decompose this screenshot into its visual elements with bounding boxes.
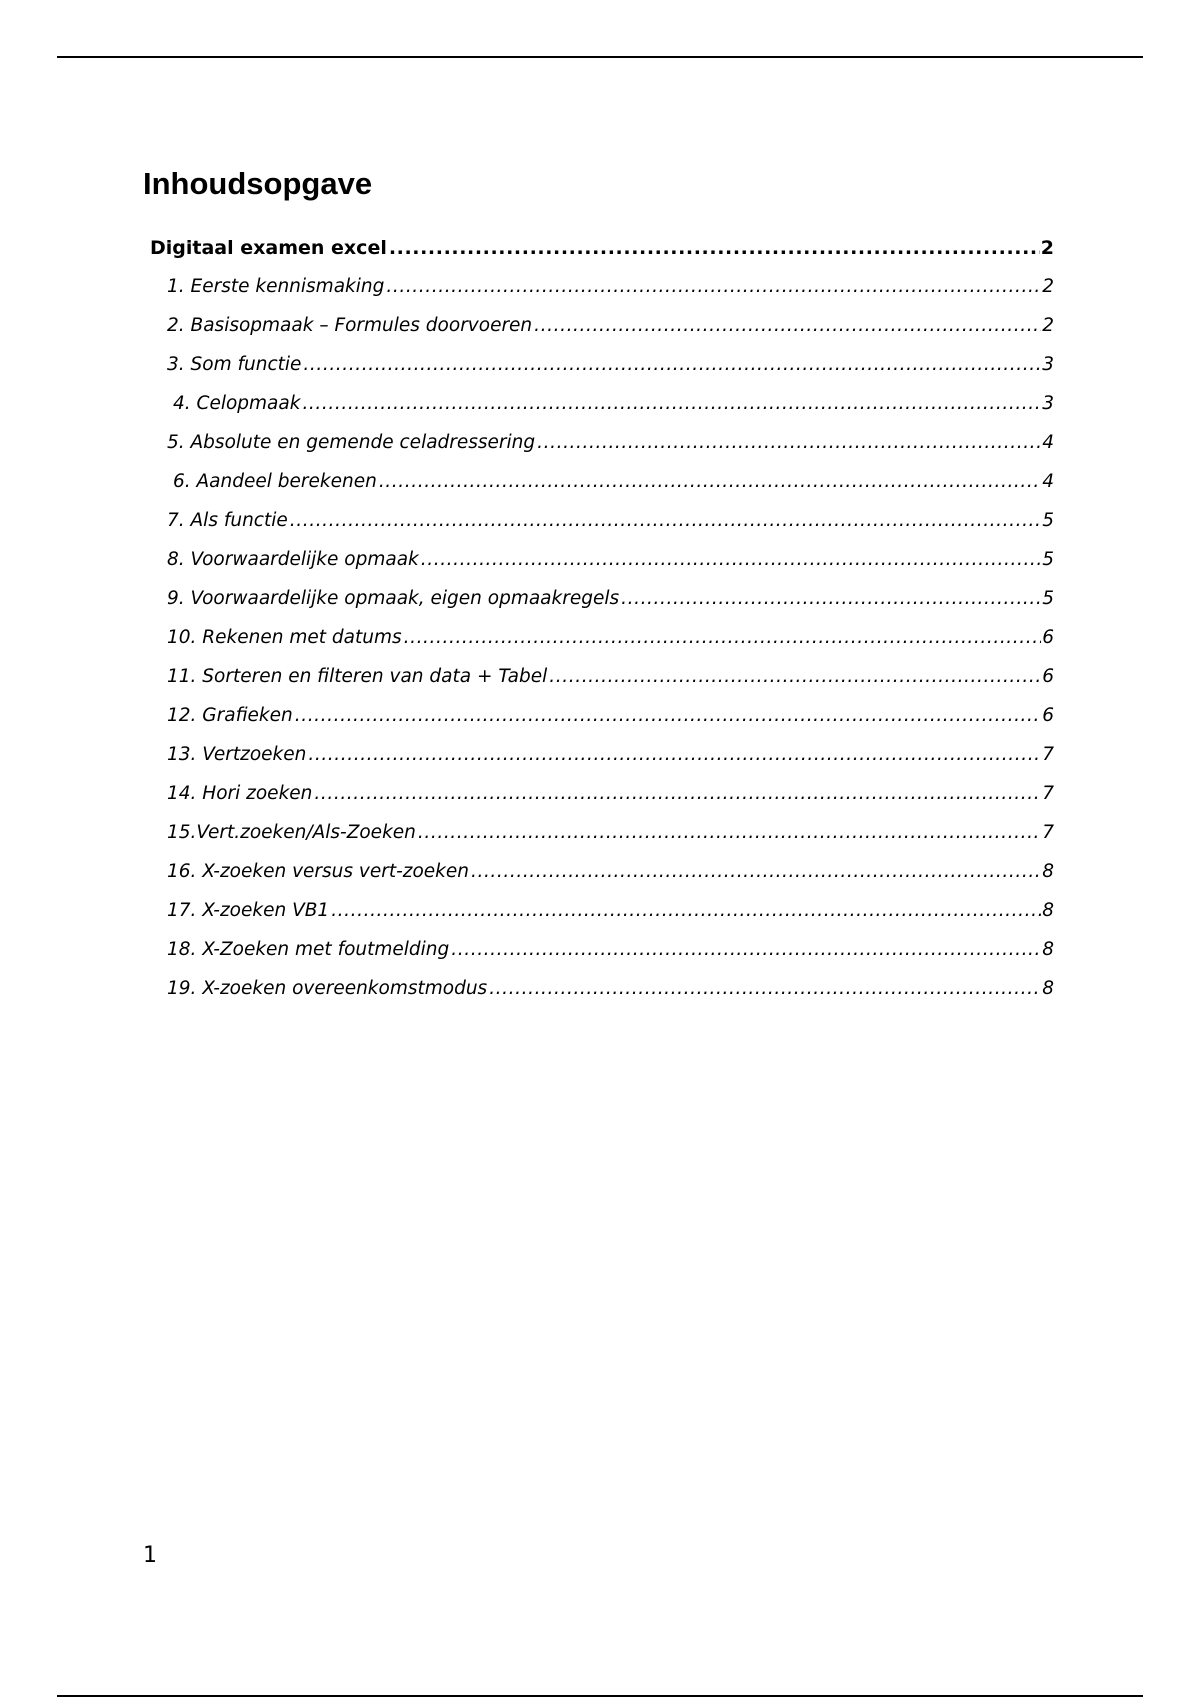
toc-entry[interactable] xyxy=(167,310,1054,338)
toc-entry[interactable] xyxy=(167,778,1054,806)
toc-entry-label: 2. Basisopmaak – Formules doorvoeren xyxy=(167,315,533,336)
toc-entry-label: 4. Celopmaak xyxy=(173,393,301,414)
toc-dot-leader xyxy=(302,392,1041,416)
toc-entry[interactable] xyxy=(167,271,1054,299)
toc-entry-label: 18. X-Zoeken met foutmelding xyxy=(167,939,450,960)
toc-entry-label: 19. X-zoeken overeenkomstmodus xyxy=(167,978,488,999)
toc-entry-label: 6. Aandeel berekenen xyxy=(173,471,377,492)
toc-entry-page: 5 xyxy=(1042,549,1054,570)
footer-rule xyxy=(57,1695,1143,1697)
toc-entry[interactable] xyxy=(173,466,1054,494)
toc-entry[interactable] xyxy=(167,856,1054,884)
toc-entry[interactable] xyxy=(167,700,1054,728)
toc-entry-page: 8 xyxy=(1042,939,1054,960)
toc-dot-leader xyxy=(421,548,1041,572)
toc-entry[interactable] xyxy=(150,232,1054,260)
toc-entry-page: 3 xyxy=(1042,393,1054,414)
toc-dot-leader xyxy=(389,236,1040,260)
toc-entry[interactable] xyxy=(167,817,1054,845)
page-title: Inhoudsopgave xyxy=(143,166,373,201)
toc-entry-page: 8 xyxy=(1042,900,1054,921)
toc-entry-page: 8 xyxy=(1042,978,1054,999)
toc-entry[interactable] xyxy=(167,505,1054,533)
toc-entry[interactable] xyxy=(167,583,1054,611)
toc-dot-leader xyxy=(534,314,1041,338)
toc-entry[interactable] xyxy=(167,739,1054,767)
toc-dot-leader xyxy=(489,977,1041,1001)
toc-entry-label: 11. Sorteren en filteren van data + Tabel xyxy=(167,666,548,687)
toc-entry-label: Digitaal examen excel xyxy=(150,237,387,259)
page-number: 1 xyxy=(143,1543,157,1568)
toc-entry-page: 4 xyxy=(1042,432,1054,453)
toc-entry-label: 17. X-zoeken VB1 xyxy=(167,900,330,921)
header-rule xyxy=(57,56,1143,58)
toc-entry-label: 1. Eerste kennismaking xyxy=(167,276,385,297)
toc-entry-label: 5. Absolute en gemende celadressering xyxy=(167,432,536,453)
toc-entry-page: 3 xyxy=(1042,354,1054,375)
toc-entry-page: 4 xyxy=(1042,471,1054,492)
toc-dot-leader xyxy=(290,509,1041,533)
toc-entry-label: 10. Rekenen met datums xyxy=(167,627,402,648)
toc-dot-leader xyxy=(331,899,1041,923)
toc-entry-page: 6 xyxy=(1042,666,1054,687)
toc-entry[interactable] xyxy=(167,349,1054,377)
toc-dot-leader xyxy=(303,353,1041,377)
toc-entry-label: 3. Som functie xyxy=(167,354,302,375)
toc-entry-page: 5 xyxy=(1042,510,1054,531)
toc-entry-label: 8. Voorwaardelijke opmaak xyxy=(167,549,419,570)
toc-entry[interactable] xyxy=(167,661,1054,689)
toc-dot-leader xyxy=(549,665,1041,689)
toc-entry-page: 2 xyxy=(1042,276,1054,297)
toc-dot-leader xyxy=(418,821,1041,845)
toc-dot-leader xyxy=(537,431,1041,455)
toc-entry-label: 12. Grafieken xyxy=(167,705,293,726)
toc-entry-label: 16. X-zoeken versus vert-zoeken xyxy=(167,861,469,882)
toc-entry-label: 14. Hori zoeken xyxy=(167,783,313,804)
toc-entry-page: 7 xyxy=(1042,744,1054,765)
toc-entry-page: 7 xyxy=(1042,822,1054,843)
toc-entry-label: 13. Vertzoeken xyxy=(167,744,307,765)
toc-entry[interactable] xyxy=(167,622,1054,650)
toc-entry-page: 5 xyxy=(1042,588,1054,609)
toc-dot-leader xyxy=(386,275,1041,299)
toc-entry-page: 6 xyxy=(1042,627,1054,648)
toc-entry[interactable] xyxy=(167,895,1054,923)
toc-dot-leader xyxy=(621,587,1041,611)
toc-entry-label: 7. Als functie xyxy=(167,510,288,531)
toc-dot-leader xyxy=(295,704,1041,728)
toc-dot-leader xyxy=(308,743,1041,767)
toc-dot-leader xyxy=(404,626,1042,650)
toc-dot-leader xyxy=(314,782,1041,806)
toc-dot-leader xyxy=(471,860,1041,884)
toc-entry-label: 15.Vert.zoeken/Als-Zoeken xyxy=(167,822,416,843)
toc-entry-page: 8 xyxy=(1042,861,1054,882)
toc-dot-leader xyxy=(379,470,1041,494)
toc-entry-label: 9. Voorwaardelijke opmaak, eigen opmaakregels xyxy=(167,588,620,609)
toc-entry-page: 2 xyxy=(1040,237,1054,259)
toc-entry-page: 2 xyxy=(1042,315,1054,336)
toc-entry-page: 7 xyxy=(1042,783,1054,804)
toc-dot-leader xyxy=(451,938,1041,962)
toc-entry[interactable] xyxy=(167,427,1054,455)
toc-entry[interactable] xyxy=(167,934,1054,962)
toc-entry-page: 6 xyxy=(1042,705,1054,726)
toc-entry[interactable] xyxy=(167,973,1054,1001)
toc-entry[interactable] xyxy=(167,544,1054,572)
toc-entry[interactable] xyxy=(173,388,1054,416)
